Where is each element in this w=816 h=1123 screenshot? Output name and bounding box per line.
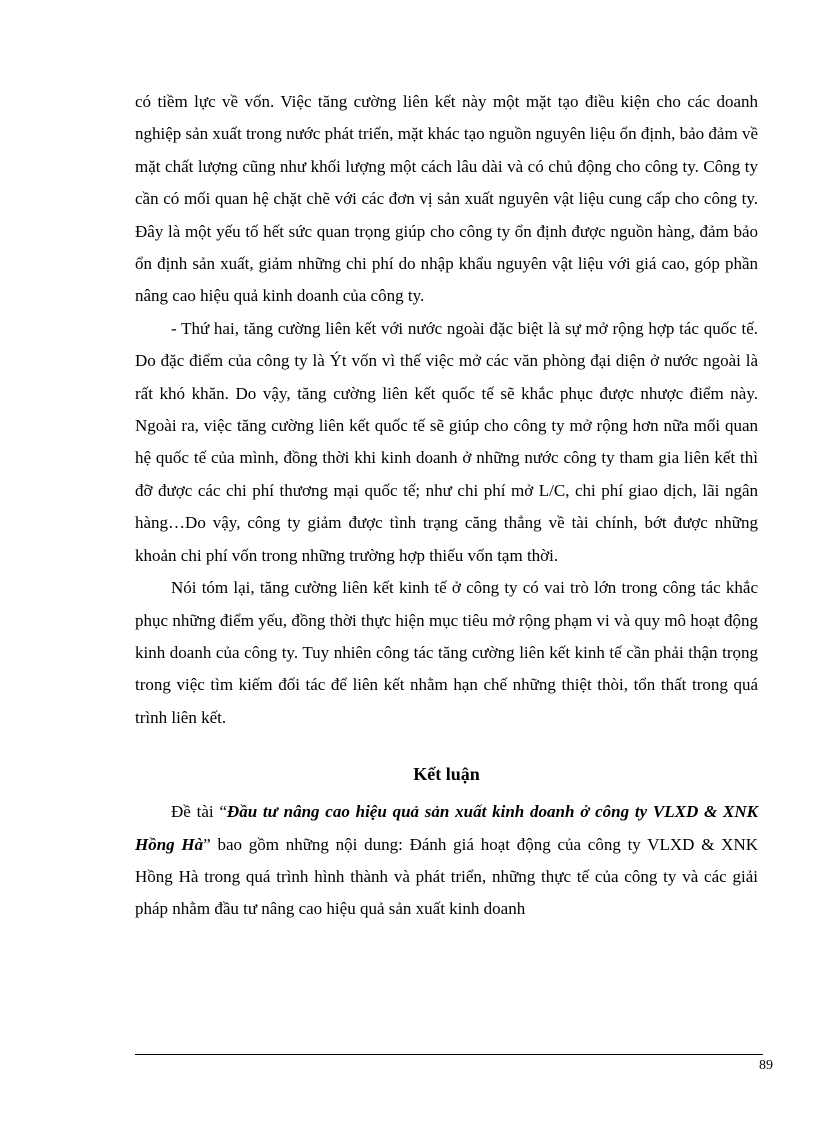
conclusion-prefix: Đề tài “ — [171, 802, 227, 822]
paragraph-international-cooperation: - Thứ hai, tăng cường liên kết với nước ngoài đặc biệt là sự mở rộng hợp tác quốc tế. Do đặc điểm của công ty là Ýt vốn vì thế việc mở các văn phòng đại diện ở nước ngoài là rất khó khăn. Do vậy, tăng cường liên kết quốc tế sẽ khắc phục được nhược điểm này. Ngoài ra, việc tăng cường liên kết quốc tế sẽ giúp cho công ty mở rộng hơn nữa mối quan hệ quốc tế của mình, đồng thời khi kinh doanh ở những nước công ty tham gia liên kết thì đỡ được các chi phí thương mại quốc tế; như chi phí mở L/C, chi phí giao dịch, lãi ngân hàng…Do vậy, công ty giảm được tình trạng căng thẳng về tài chính, bớt được những khoản chi phí vốn trong những trường hợp thiếu vốn tạm thời. — [135, 318, 758, 565]
page-number: 89 — [759, 1058, 773, 1073]
footer-divider — [135, 1054, 763, 1055]
conclusion-suffix: ” bao gồm những nội dung: Đánh giá hoạt động của công ty VLXD & XNK Hồng Hà trong quá trình hình thành và phát triển, những thực tế của công ty và các giải pháp nhằm đầu tư nâng cao hiệu quả sản xuất kinh doanh — [135, 834, 759, 919]
conclusion-heading: Kết luận — [413, 764, 480, 785]
paragraph-summary: Nói tóm lại, tăng cường liên kết kinh tế ở công ty có vai trò lớn trong công tác khắc phục những điểm yếu, đồng thời thực hiện mục tiêu mở rộng phạm vi và quy mô hoạt động kinh doanh của công ty. Tuy nhiên công tác tăng cường liên kết kinh tế cần phải thận trọng trong việc tìm kiếm đối tác để liên kết nhằm hạn chế những thiệt thòi, tổn thất trong quá trình liên kết. — [135, 578, 758, 727]
thesis-title: Đầu tư nâng cao hiệu quả sản xuất kinh doanh ở công ty VLXD & XNK Hồng Hà — [135, 802, 758, 854]
paragraph-capital-linkage: có tiềm lực về vốn. Việc tăng cường liên kết này một mặt tạo điều kiện cho các doanh nghiệp sản xuất trong nước phát triển, mặt khác tạo nguồn nguyên liệu ổn định, bảo đảm về mặt chất lượng cũng như khối lượng một cách lâu dài và có chủ động cho công ty. Công ty cần có mối quan hệ chặt chẽ với các đơn vị sản xuất nguyên vật liệu cung cấp cho công ty. Đây là một yếu tố hết sức quan trọng giúp cho công ty ổn định được nguồn hàng, đảm bảo ổn định sản xuất, giảm những chi phí do nhập khẩu nguyên vật liệu với giá cao, góp phần nâng cao hiệu quả kinh doanh của công ty. — [135, 92, 758, 306]
page-body — [135, 86, 758, 926]
paragraph-conclusion — [135, 796, 758, 926]
